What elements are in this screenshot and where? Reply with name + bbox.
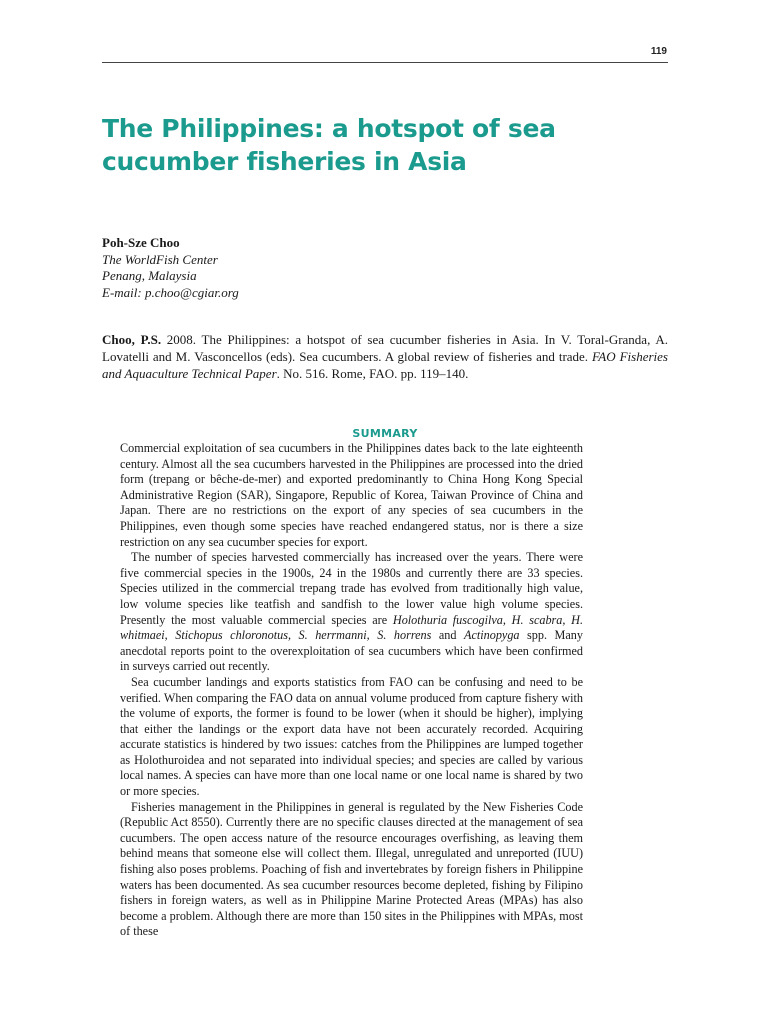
citation (102, 331, 668, 382)
summary-heading: SUMMARY (352, 427, 418, 440)
summary-paragraph-4: Fisheries management in the Philippines in general is regulated by the New Fisheries Code (Republic Act 8550). Currently there are no specific clauses directed at the management of sea cucumbers. The open access nature of the resource encourages overfishing, as leaving them behind means that someone else will collect them. Illegal, unregulated and unreported (IUU) fishing also poses problems. Poaching of fish and invertebrates by foreign fishers in Philippine waters has been documented. As sea cucumber resources become depleted, fishing by Filipino fishers in foreign waters, as well as in Philippine Marine Protected Areas (MPAs) has also become a problem. Although there are more than 150 sites in the Philippines with MPAs, most of these (120, 799, 583, 939)
summary-p2-text-a: The number of species harvested commercially has increased over the years. There were five commercial species in the 1900s, 24 in the 1980s and currently there are 33 species. Species utilized in the commercial trepang trade has evolved from traditionally high value, low volume species like teatfish and sandfish to the lower value high volume species. Presently the most valuable commercial species are (120, 550, 583, 627)
author-organization: The WorldFish Center (102, 251, 218, 267)
summary-p2-and: and (431, 628, 465, 643)
summary-p2-species: Holothuria fuscogilva, H. scabra, H. whitmaei, Stichopus chloronotus, S. herrmanni, S. horrens (120, 612, 584, 643)
summary-paragraph-1: Commercial exploitation of sea cucumbers in the Philippines dates back to the late eighteenth century. Almost all the sea cucumbers harvested in the Philippines are processed into the dried form (trepang or bêche-de-mer) and exported predominantly to China Hong Kong Special Administrative Region (SAR), Singapore, Republic of Korea, Taiwan Province of China and Japan. There are no restrictions on the export of any species of sea cucumbers in the Philippines, even though some species have reached endangered status, nor is there a size restriction on any sea cucumber species for export. (120, 441, 583, 549)
summary-body (120, 441, 583, 940)
author-email[interactable]: E-mail: p.choo@cgiar.org (102, 284, 239, 300)
header-rule (102, 62, 668, 63)
summary-paragraph-2 (120, 550, 583, 675)
article-title (102, 112, 668, 178)
summary-paragraph-3: Sea cucumber landings and exports statistics from FAO can be confusing and need to be verified. When comparing the FAO data on annual volume produced from capture fishery with the volume of exports, the former is found to be lower (when it should be higher), implying that either the landings or the export data have not been accurately recorded. Acquiring accurate statistics is hindered by two issues: catches from the Philippines are lumped together as Holothuroidea and not separated into individual species; and species are called by various local names. A species can have more than one local name or one local name is shared by two or more species. (120, 674, 583, 799)
summary-p2-genus: Actinopyga (464, 628, 520, 643)
title-line-1: The Philippines: a hotspot of sea (102, 114, 556, 143)
author-block (102, 235, 668, 301)
author-name: Poh-Sze Choo (102, 235, 180, 250)
citation-text-b: . No. 516. Rome, FAO. pp. 119–140. (276, 366, 469, 381)
citation-series: FAO Fisheries and Aquaculture Technical Paper (102, 349, 668, 381)
author-location: Penang, Malaysia (102, 268, 197, 283)
citation-text-a: 2008. The Philippines: a hotspot of sea cucumber fisheries in Asia. In V. Toral-Granda, A. Lovatelli and M. Vasconcellos (eds). Sea cucumbers. A global review of fisheries and trade. (102, 332, 668, 364)
page-number: 119 (650, 46, 667, 57)
title-line-2: cucumber fisheries in Asia (102, 147, 467, 176)
summary-p2-text-b: spp. Many anecdotal reports point to the overexploitation of sea cucumbers which have been confirmed in surveys carried out recently. (120, 628, 583, 674)
citation-author: Choo, P.S. (102, 332, 162, 347)
